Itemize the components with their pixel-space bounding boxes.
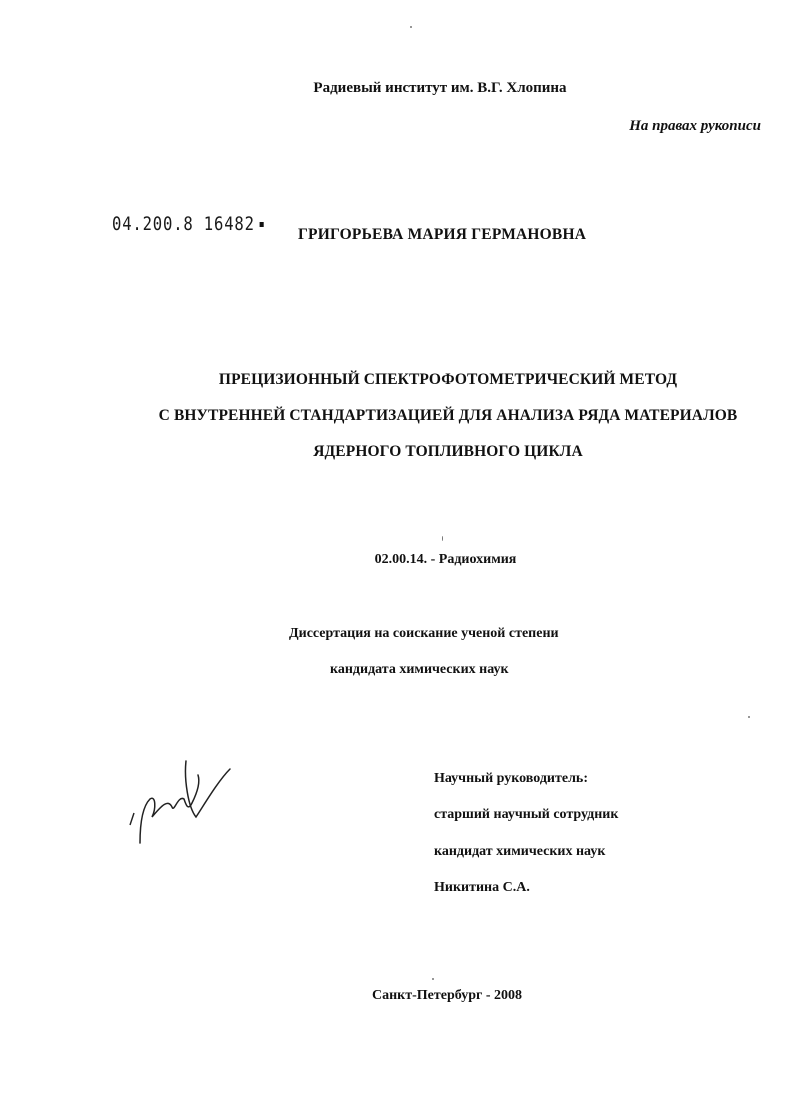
advisor-label: Научный руководитель:: [434, 771, 588, 786]
institute-name: Радиевый институт им. В.Г. Хлопина: [313, 80, 567, 96]
city-year: Санкт-Петербург - 2008: [371, 988, 523, 1003]
advisor-degree: кандидат химических наук: [434, 844, 606, 859]
dissertation-title-line-2: С ВНУТРЕННЕЙ СТАНДАРТИЗАЦИЕЙ ДЛЯ АНАЛИЗА РЯДА МАТЕРИАЛОВ: [158, 407, 738, 424]
manuscript-rights-note: На правах рукописи: [629, 118, 761, 134]
scan-speck: [442, 536, 443, 541]
scan-speck: [432, 978, 434, 980]
registration-number: 04.200.8 16482: [112, 213, 255, 235]
advisor-name: Никитина С.А.: [434, 880, 530, 895]
author-name: ГРИГОРЬЕВА МАРИЯ ГЕРМАНОВНА: [298, 226, 587, 243]
registration-stamp: [112, 213, 264, 235]
degree-line-2: кандидата химических наук: [330, 662, 509, 677]
handwritten-signature: [126, 755, 236, 845]
dissertation-title-line-1: ПРЕЦИЗИОННЫЙ СПЕКТРОФОТОМЕТРИЧЕСКИЙ МЕТОД: [218, 371, 678, 388]
scan-speck: [410, 26, 412, 28]
degree-line-1: Диссертация на соискание ученой степени: [289, 626, 559, 641]
advisor-position: старший научный сотрудник: [434, 807, 619, 822]
dissertation-title-line-3: ЯДЕРНОГО ТОПЛИВНОГО ЦИКЛА: [313, 443, 583, 460]
speciality-code: 02.00.14. - Радиохимия: [374, 552, 517, 567]
scan-speck: [748, 716, 750, 718]
stamp-dot-icon: [260, 222, 264, 227]
